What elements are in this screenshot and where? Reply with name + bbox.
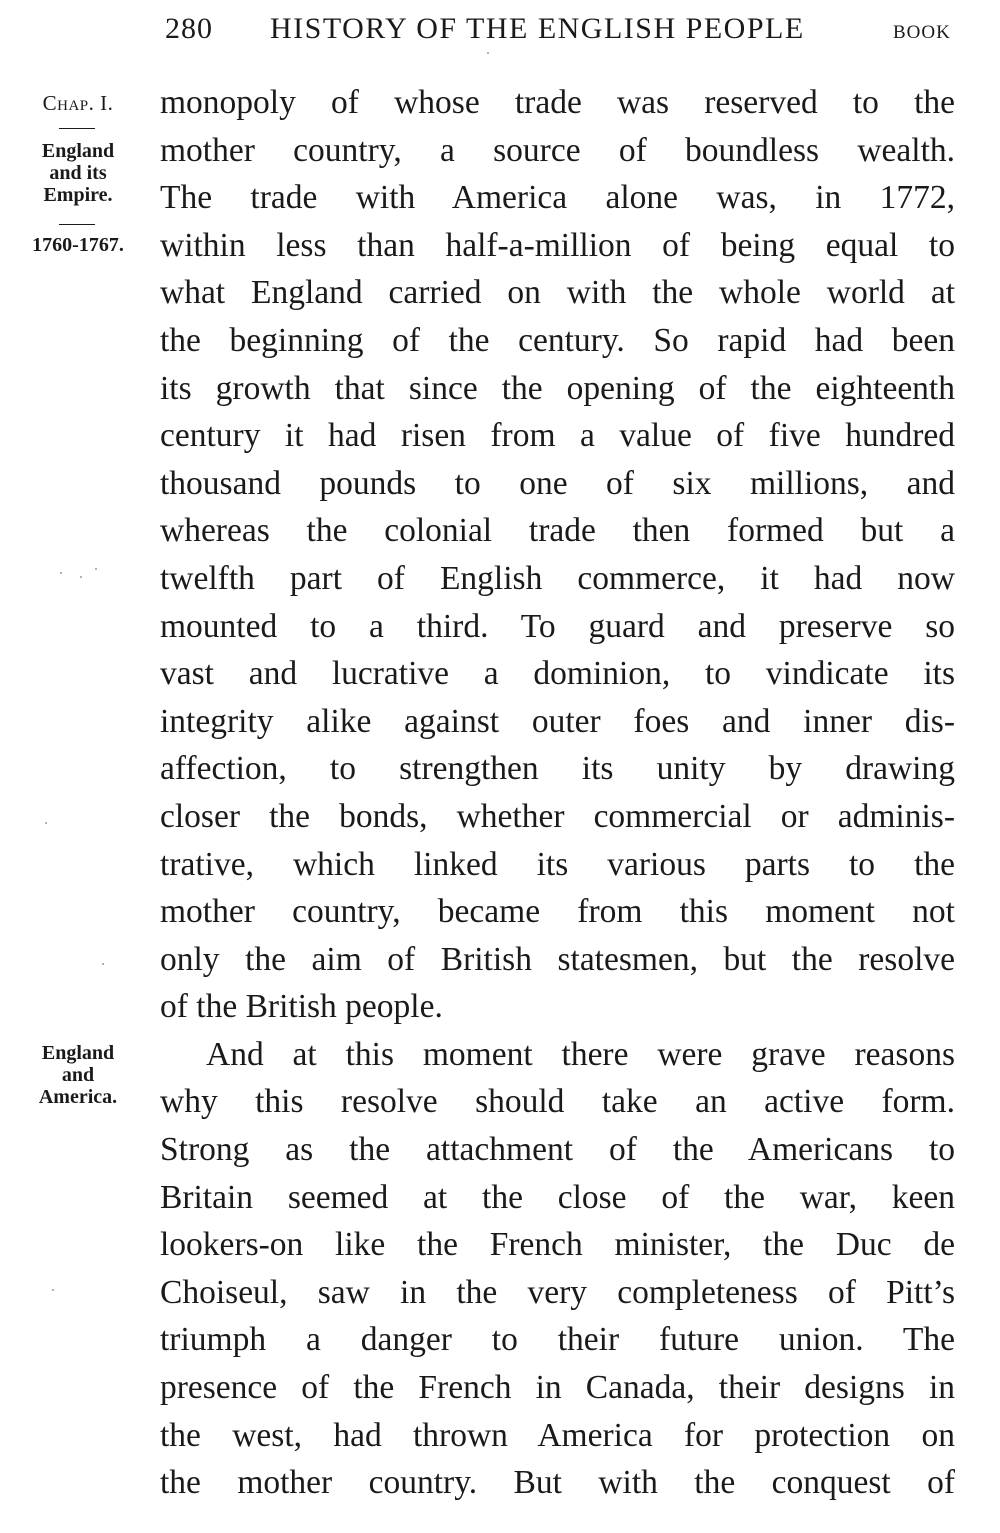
text-line: And at this moment there were grave reasons [206,1035,955,1073]
text-line: the beginning of the century. So rapid had been [160,321,955,359]
margin-note-england-and-its-empire [14,140,142,206]
text-line: monopoly of whose trade was reserved to the [160,84,955,121]
body-text [160,79,955,1507]
page-number: 280 [165,12,213,45]
text-line: thousand pounds to one of six millions, and [160,464,955,502]
text-line: lookers-on like the French minister, the Duc de [160,1226,955,1264]
text-line: triumph a danger to their future union. The [160,1321,955,1359]
text-line: twelfth part of English commerce, it had now [160,559,955,597]
margin-note-line: America. [38,1086,118,1108]
scan-speck [487,52,489,54]
text-line: presence of the French in Canada, their designs in [160,1369,955,1407]
text-line: why this resolve should take an active form. [160,1083,955,1121]
text-line: vast and lucrative a dominion, to vindicate its [160,655,955,693]
text-line: mother country, became from this moment not [160,893,955,931]
scan-speck [80,576,82,578]
margin-rule [59,128,95,129]
text-line: The trade with America alone was, in 1772, [160,179,955,217]
text-line: mother country, a source of boundless wealth. [160,131,955,169]
text-line: Strong as the attachment of the Americans to [160,1131,955,1169]
text-line: integrity alike against outer foes and inner dis- [160,702,955,740]
paragraph-1 [160,79,955,1031]
text-line: the west, had thrown America for protection on [160,1416,955,1454]
text-line: century it had risen from a value of five hundred [160,417,955,455]
margin-note-line: England [41,1042,115,1064]
text-line: Britain seemed at the close of the war, keen [160,1178,955,1216]
margin-rule [59,224,95,225]
margin-date-range: 1760-1767. [32,234,124,256]
text-line: Choiseul, saw in the very completeness of Pitt’s [160,1273,955,1311]
scan-speck [45,822,47,824]
scan-speck [102,963,104,965]
margin-note-line: Empire. [43,184,113,206]
text-line: within less than half-a-million of being equal to [160,226,955,264]
text-line: trative, which linked its various parts to the [160,845,955,883]
text-line: its growth that since the opening of the eighteenth [160,369,955,407]
scan-speck [60,572,62,574]
text-line: what England carried on with the whole world at [160,274,955,312]
paragraph-2 [160,1031,955,1507]
margin-note-line: and [61,1064,95,1086]
text-line: whereas the colonial trade then formed but a [160,512,955,550]
text-line: the mother country. But with the conquest of [160,1464,955,1502]
book-label: BOOK [893,22,951,43]
text-line: of the British people. [160,988,443,1026]
scan-speck [52,1289,54,1291]
text-line: mounted to a third. To guard and preserve so [160,607,955,645]
chapter-marker: Chap. I. [42,91,114,115]
running-title: HISTORY OF THE ENGLISH PEOPLE [270,12,805,45]
margin-note-england-and-america [14,1042,142,1108]
margin-note-line: England [41,140,115,162]
text-line: only the aim of British statesmen, but the resolve [160,940,955,978]
running-header [0,8,1000,48]
text-line: closer the bonds, whether commercial or adminis- [160,797,955,835]
text-line: affection, to strengthen its unity by drawing [160,750,955,788]
margin-note-line: and its [49,162,107,184]
scan-speck [95,568,97,570]
